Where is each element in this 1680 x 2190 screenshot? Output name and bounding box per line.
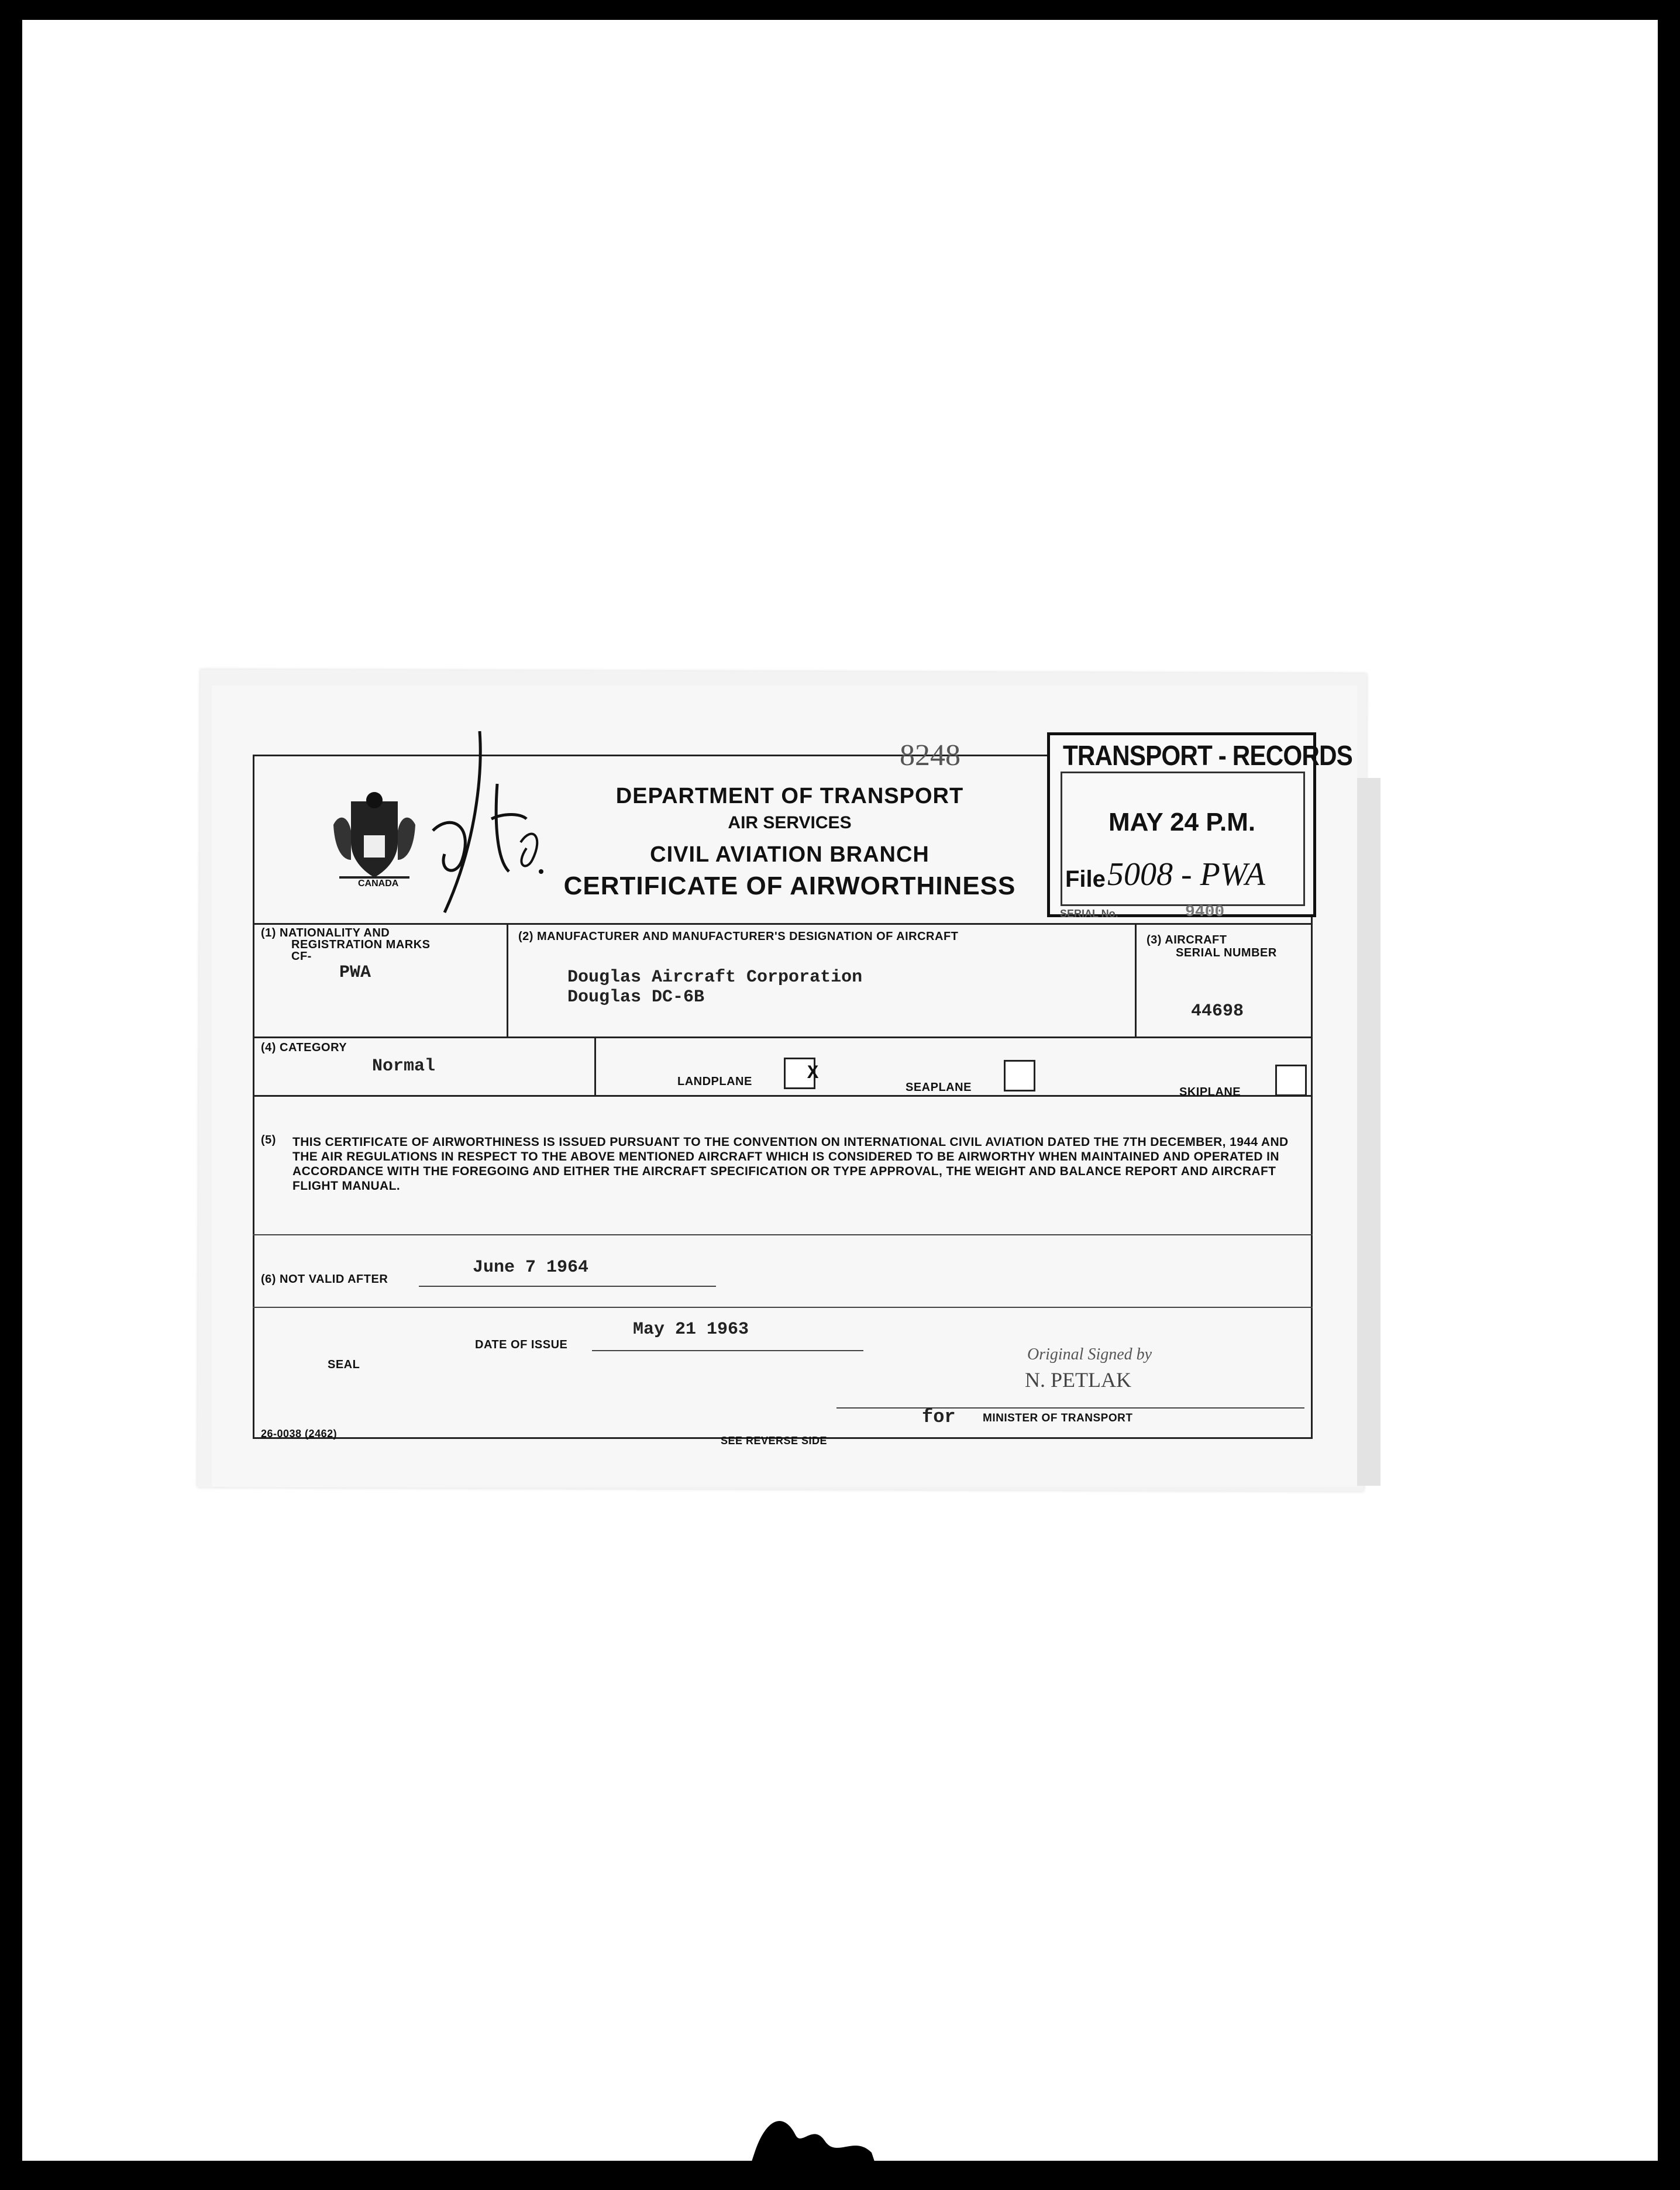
field5-number: (5) [261,1134,276,1146]
manufacturer-value: Douglas Aircraft Corporation [567,967,863,987]
not-valid-after-value: June 7 1964 [473,1258,589,1278]
field4-label: (4) CATEGORY [261,1041,347,1054]
row-divider-5 [253,1307,1313,1308]
col-divider-3 [594,1037,596,1096]
field1-label-line2: REGISTRATION MARKS [291,938,431,951]
minister-label: MINISTER OF TRANSPORT [983,1412,1133,1424]
registration-marks-value: PWA [339,963,371,983]
signer-name: N. PETLAK [1025,1368,1131,1392]
category-value: Normal [372,1056,436,1076]
file-number-top: 8248 [900,739,961,772]
date-of-issue-underline [592,1350,863,1351]
landplane-check-mark: X [807,1062,819,1084]
form-number: 26-0038 (2462) [261,1428,338,1440]
signature-underline [836,1407,1304,1409]
stamp-title: TRANSPORT - RECORDS [1063,741,1352,772]
scan-border-left [0,0,22,2190]
aircraft-designation-value: Douglas DC-6B [567,987,705,1007]
field6-label: (6) NOT VALID AFTER [261,1273,388,1286]
row-divider-4 [253,1234,1313,1235]
serial-no-value: 9400 [1185,903,1225,921]
records-stamp [1047,732,1352,917]
date-of-issue-value: May 21 1963 [633,1320,749,1340]
for-label: for [922,1406,956,1428]
air-services-heading: AIR SERVICES [728,813,852,832]
seaplane-checkbox[interactable] [1004,1060,1035,1091]
certificate-title: CERTIFICATE OF AIRWORTHINESS [563,872,1016,900]
serial-no-label: SERIAL No. [1060,908,1118,920]
field1-label-line1: (1) NATIONALITY AND [261,927,390,939]
see-reverse-side: SEE REVERSE SIDE [721,1435,828,1447]
scan-border-top [0,0,1680,20]
skiplane-label: SKIPLANE [1179,1086,1241,1099]
seal-label: SEAL [328,1358,360,1371]
skiplane-checkbox[interactable] [1275,1065,1307,1096]
col-divider-1 [507,923,508,1038]
row-divider-3 [253,1095,1313,1097]
field1-prefix: CF- [291,950,312,963]
seaplane-label: SEAPLANE [906,1081,972,1094]
stamp-file-value: 5008 - PWA [1107,856,1265,893]
bottom-ink-mark [743,2082,883,2170]
branch-heading: CIVIL AVIATION BRANCH [650,842,929,867]
row-divider-2 [253,1037,1313,1038]
stamp-date: MAY 24 P.M. [1108,808,1256,836]
date-of-issue-label: DATE OF ISSUE [475,1338,568,1351]
airworthiness-statement: THIS CERTIFICATE OF AIRWORTHINESS IS ISSUED PURSUANT TO THE CONVENTION ON INTERNATIONAL CIVIL AVIATION DATED THE 7TH DECEMBER, 1944 AND THE AIR REGULATIONS IN RESPECT TO THE ABOVE MENTIONED AIRCRAFT WHICH IS CONSIDERED TO BE AIRWORTHY WHEN MAINTAINED AND OPERATED IN ACCORDANCE WITH THE FOREGOING AND EITHER THE AIRCRAFT SPECIFICATION OR TYPE APPROVAL, THE WEIGHT AND BALANCE REPORT AND AIRCRAFT FLIGHT MANUAL. [292,1135,1289,1193]
not-valid-after-underline [419,1286,716,1287]
coat-of-arms-icon [328,790,421,889]
col-divider-2 [1135,923,1137,1038]
field3-label-line1: (3) AIRCRAFT [1147,934,1227,946]
field2-label: (2) MANUFACTURER AND MANUFACTURER'S DESIGNATION OF AIRCRAFT [518,930,959,943]
aircraft-serial-number-value: 44698 [1191,1001,1244,1021]
field3-label-line2: SERIAL NUMBER [1176,946,1277,959]
scan-border-right [1658,0,1680,2190]
landplane-label: LANDPLANE [677,1075,752,1088]
signed-by-text: Original Signed by [1027,1345,1152,1363]
country-label: CANADA [358,879,399,889]
stamp-file-label: File [1065,866,1106,892]
department-heading: DEPARTMENT OF TRANSPORT [615,784,964,808]
